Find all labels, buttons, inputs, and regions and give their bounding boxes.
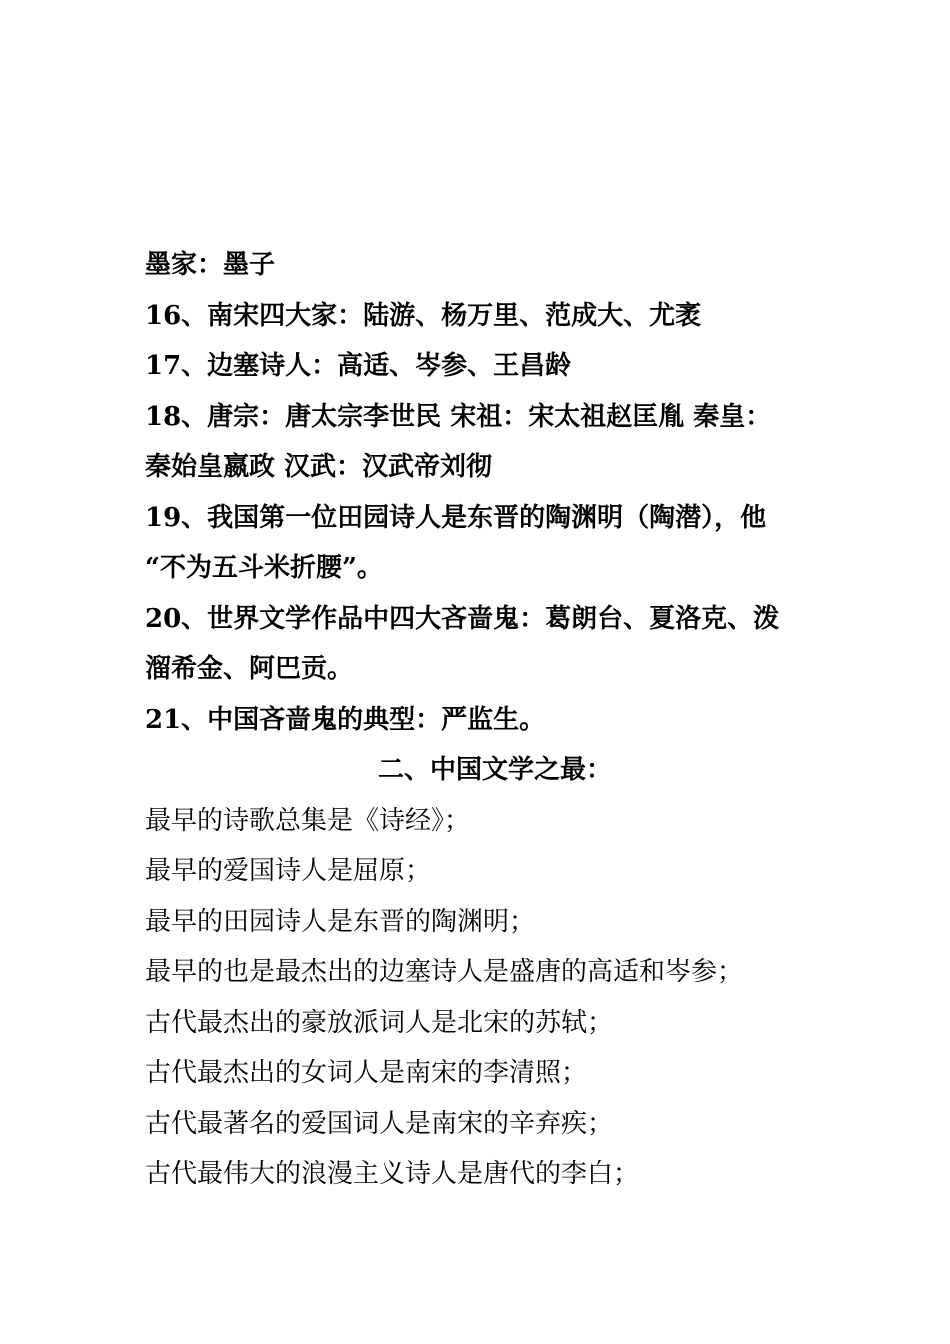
- literature-fact-line: 古代最杰出的豪放派词人是北宋的苏轼；: [145, 1007, 614, 1038]
- literature-fact-line: 古代最伟大的浪漫主义诗人是唐代的李白；: [145, 1159, 640, 1189]
- literature-fact-line: 最早的田园诗人是东晋的陶渊明；: [145, 906, 536, 937]
- list-item-18-continued: 秦始皇嬴政 汉武：汉武帝刘彻: [145, 452, 493, 482]
- list-item-20-continued: 溜希金、阿巴贡。: [145, 654, 354, 684]
- list-item-21: 21、中国吝啬鬼的典型：严监生。: [145, 704, 546, 735]
- list-item-18: 18、唐宗：唐太宗李世民 宋祖：宋太祖赵匡胤 秦皇：: [145, 401, 772, 432]
- literature-fact-line: 最早的也是最杰出的边塞诗人是盛唐的高适和岑参；: [145, 957, 744, 987]
- literature-fact-line: 最早的爱国诗人是屈原；: [145, 856, 432, 886]
- list-item-16: 16、南宋四大家：陆游、杨万里、范成大、尤袤: [145, 300, 702, 331]
- list-item-19: 19、我国第一位田园诗人是东晋的陶渊明（陶潜），他: [145, 502, 767, 533]
- text-line-mojia: 墨家：墨子: [145, 250, 276, 280]
- list-item-19-continued: “不为五斗米折腰”。: [145, 553, 383, 583]
- section-heading: 二、中国文学之最：: [377, 755, 612, 785]
- literature-fact-line: 古代最杰出的女词人是南宋的李清照；: [145, 1058, 588, 1088]
- list-item-20: 20、世界文学作品中四大吝啬鬼：葛朗台、夏洛克、泼: [145, 603, 780, 634]
- document-body: [145, 240, 845, 1200]
- literature-fact-line: 最早的诗歌总集是《诗经》；: [145, 805, 471, 836]
- list-item-17: 17、边塞诗人：高适、岑参、王昌龄: [145, 351, 572, 381]
- literature-fact-line: 古代最著名的爱国词人是南宋的辛弃疾；: [145, 1108, 614, 1139]
